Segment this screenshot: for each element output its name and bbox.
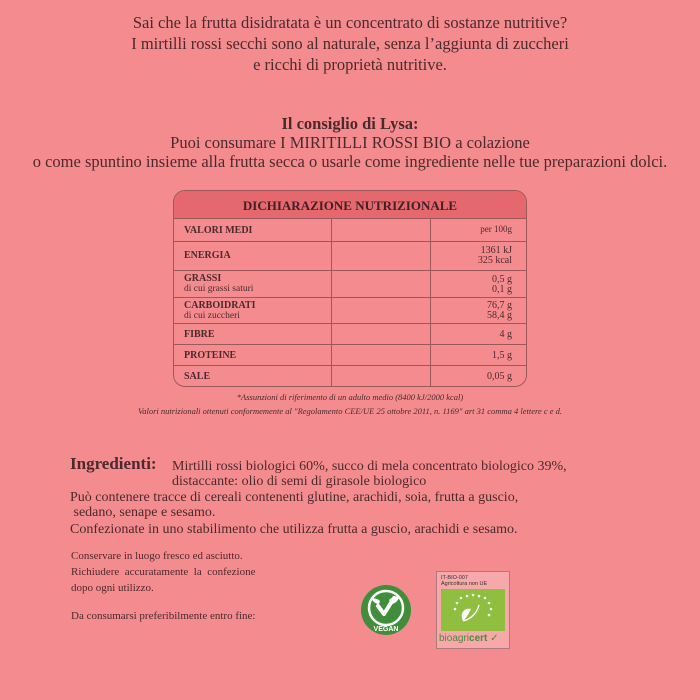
table-row [174, 323, 526, 344]
row-name: PROTEINE [184, 350, 237, 361]
row-name: FIBRE [184, 329, 215, 340]
column-value-header: per 100g [480, 224, 512, 234]
advice-line: Puoi consumare I MIRITILLI ROSSI BIO a colazione [170, 133, 530, 152]
row-value: 1361 kJ [480, 245, 512, 256]
ingredients-text: distaccante: olio di semi di girasole biologico [172, 474, 427, 489]
brand-part: bioagri [439, 633, 470, 644]
advice-block [0, 114, 700, 171]
agriculture-origin: Agricoltura non UE [441, 581, 488, 587]
row-name: CARBOIDRATI [184, 300, 256, 311]
intro-line: Sai che la frutta disidratata è un concentrato di sostanze nutritive? [132, 13, 568, 32]
allergen-warning: Può contenere tracce di cereali contenenti glutine, arachidi, soia, frutta a guscio, [70, 490, 519, 505]
allergen-warning: sedano, senape e sesamo. [70, 505, 216, 520]
nutrition-table [173, 190, 527, 387]
row-value: 0,5 g [492, 274, 512, 285]
brand-part: cert [469, 633, 488, 644]
row-value: 0,05 g [487, 371, 512, 382]
bioagricert-wordmark [439, 633, 499, 644]
table-row [174, 344, 526, 365]
table-row [174, 270, 526, 297]
check-badge-icon: ✓ [490, 633, 499, 644]
ingredients-text: Mirtilli rossi biologici 60%, succo di mela concentrato biologico 39%, [172, 459, 567, 474]
row-value-secondary: 0,1 g [492, 284, 512, 295]
intro-line: e ricchi di proprietà nutritive. [253, 55, 447, 74]
row-name: SALE [184, 371, 211, 382]
storage-line: Richiudere accuratamente la confezione [71, 566, 256, 578]
vegan-badge [360, 584, 412, 636]
row-subname: di cui grassi saturi [184, 284, 254, 294]
ingredients-label: Ingredienti: [70, 454, 157, 473]
row-value-secondary: 325 kcal [477, 255, 512, 266]
table-row [174, 241, 526, 270]
row-value: 4 g [499, 329, 512, 340]
facility-warning: Confezionate in uno stabilimento che utilizza frutta a guscio, arachidi e sesamo. [70, 522, 518, 537]
row-subname: di cui zuccheri [184, 311, 240, 321]
intro-line: I mirtilli rossi secchi sono al naturale, senza l’aggiunta di zuccheri [131, 34, 569, 53]
vegan-leaf-icon [360, 584, 412, 636]
intro-text [0, 12, 700, 75]
vegan-label: VEGAN [373, 626, 399, 633]
certification-code: IT-BIO-007 [441, 575, 468, 581]
row-value-secondary: 58,4 g [487, 310, 512, 321]
row-name: ENERGIA [184, 250, 231, 261]
storage-line: dopo ogni utilizzo. [71, 582, 154, 594]
column-name-header: VALORI MEDI [184, 225, 253, 236]
storage-line: Conservare in luogo fresco ed asciutto. [71, 550, 243, 562]
nutrition-footnote: *Assunzioni di riferimento di un adulto medio (8400 kJ/2000 kcal) [236, 392, 464, 402]
nutrition-regulation-note: Valori nutrizionali ottenuti conformemente al "Regolamento CEE/UE 25 ottobre 2011, n. 1169" art 31 comma 4 lettere c e d. [137, 406, 563, 416]
eu-organic-leaf-icon [441, 589, 505, 631]
organic-certification-logo [436, 571, 510, 649]
certification-code-block [441, 575, 487, 587]
row-name: GRASSI [184, 273, 222, 284]
table-header-row [174, 219, 526, 241]
advice-title: Il consiglio di Lysa: [281, 114, 419, 133]
table-row [174, 297, 526, 323]
nutrition-table-title: DICHIARAZIONE NUTRIZIONALE [174, 191, 526, 219]
storage-instructions [71, 548, 255, 596]
advice-line: o come spuntino insieme alla frutta secca o usarle come ingrediente nelle tue preparazioni dolci. [32, 152, 668, 171]
row-value: 1,5 g [492, 350, 512, 361]
table-row [174, 365, 526, 386]
best-before-label: Da consumarsi preferibilmente entro fine: [71, 610, 256, 622]
row-value: 76,7 g [487, 300, 512, 311]
